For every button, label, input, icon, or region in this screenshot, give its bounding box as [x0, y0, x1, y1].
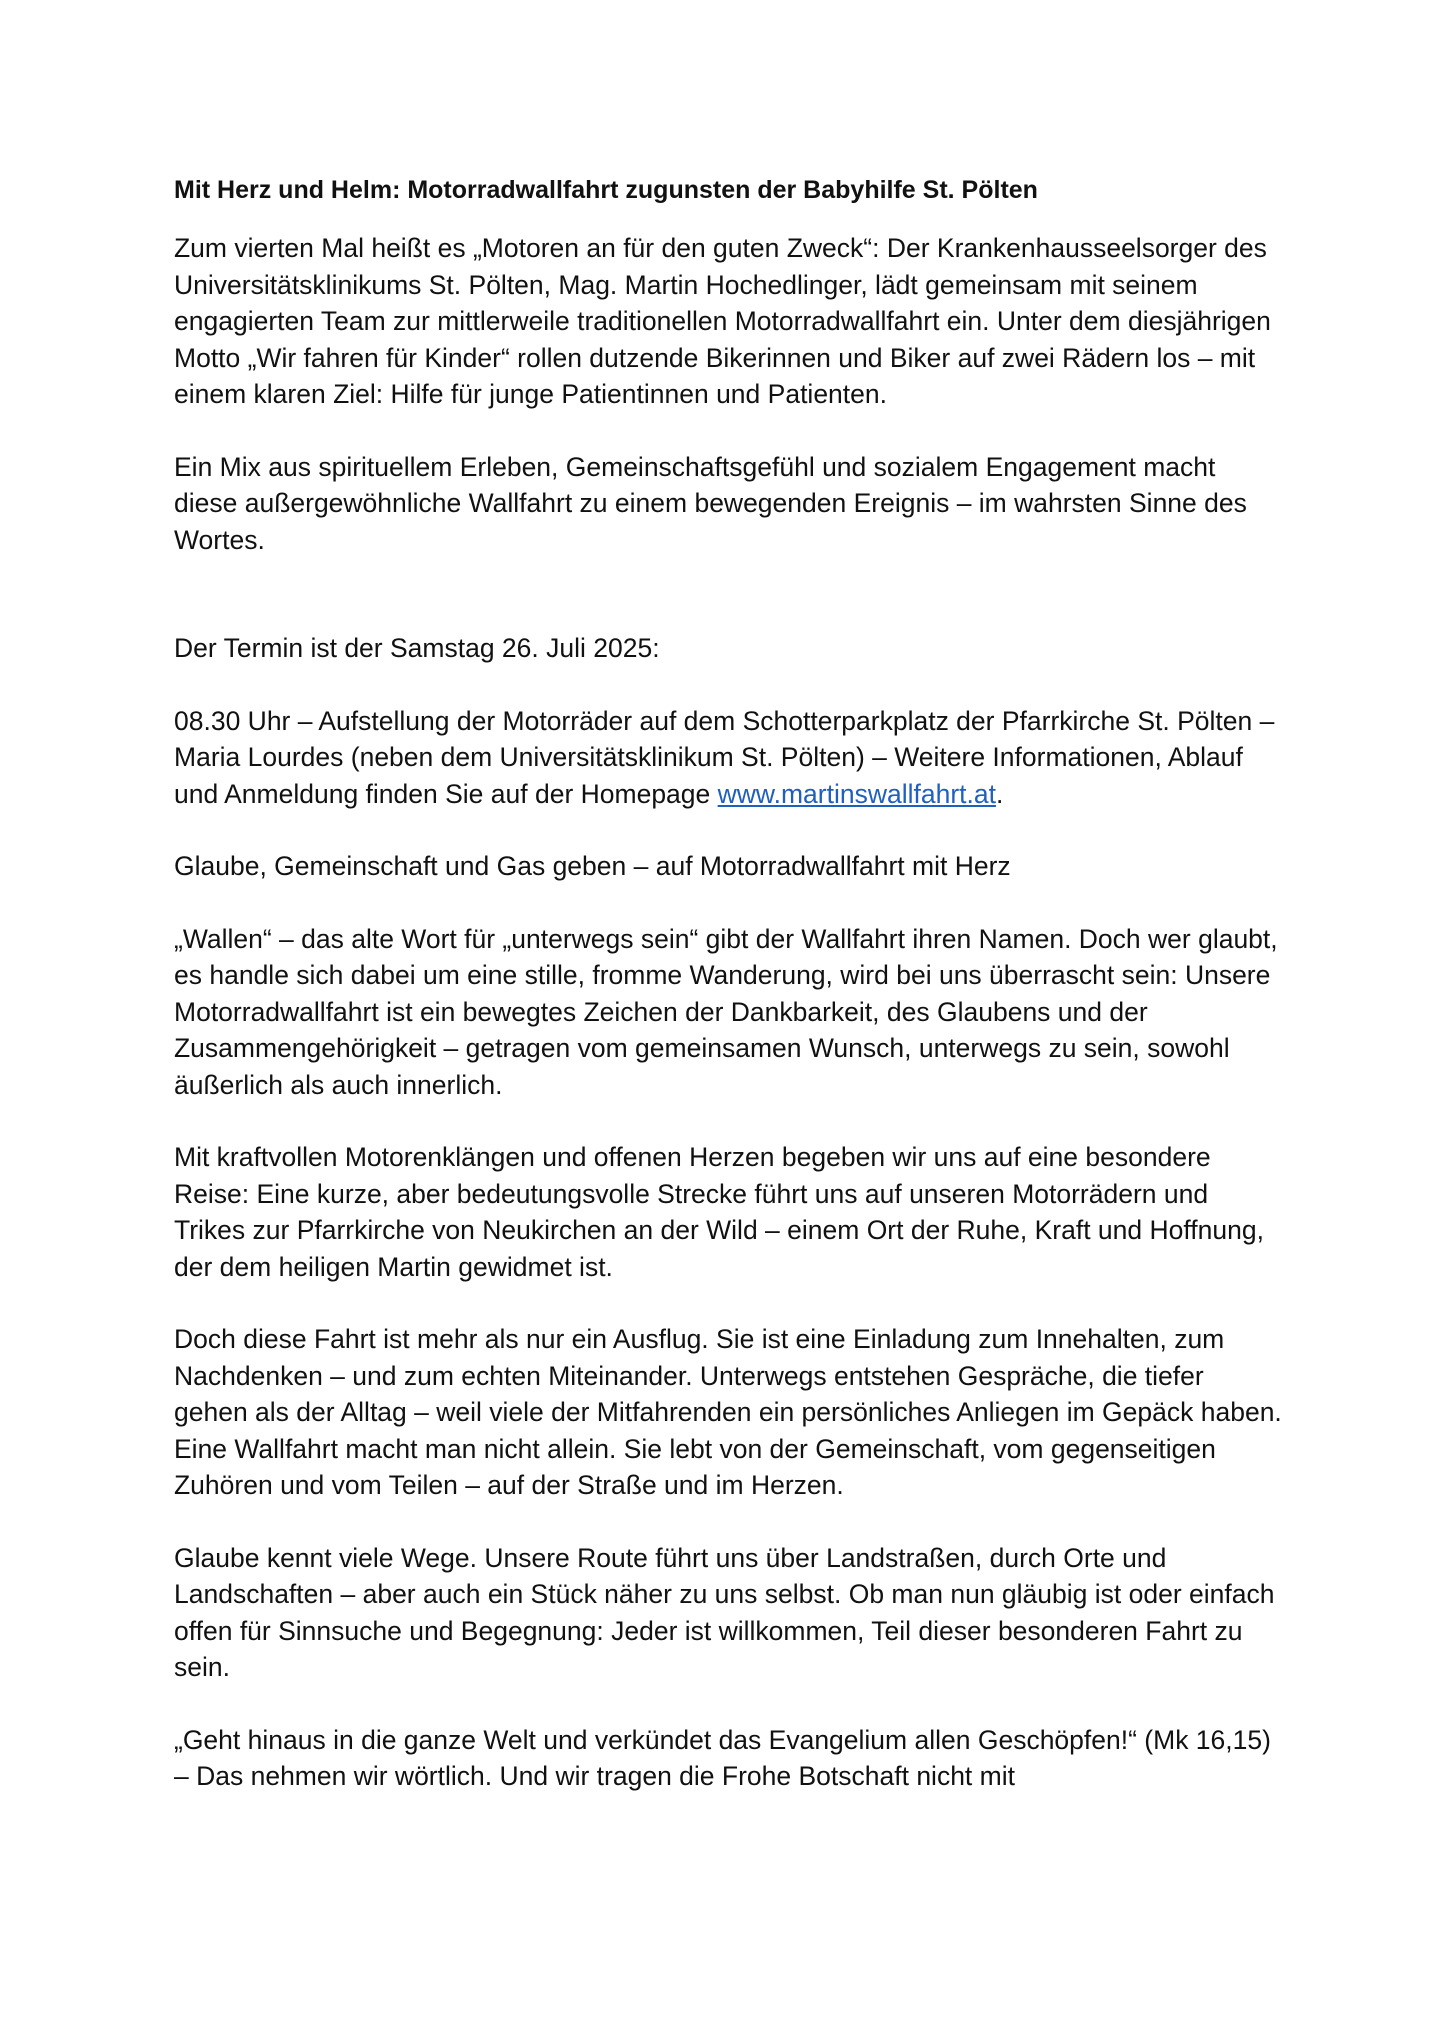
paragraph-community: Doch diese Fahrt ist mehr als nur ein Ausflug. Sie ist eine Einladung zum Innehalten, zum Nachdenken – und zum echten Miteinander. Unterwegs entstehen Gespräche, die tiefer gehen als der Alltag – weil viele der Mitfahrenden ein persönliches Anliegen im Gepäck haben. Eine Wallfahrt macht man nicht allein. Sie lebt von der Gemeinschaft, vom gegenseitigen Zuhören und vom Teilen – auf der Straße und im Herzen. [174, 1324, 1282, 1500]
document-title: Mit Herz und Helm: Motorradwallfahrt zugunsten der Babyhilfe St. Pölten [174, 176, 1038, 204]
paragraph-date: Der Termin ist der Samstag 26. Juli 2025: [174, 633, 660, 663]
schedule-period: . [995, 778, 1004, 809]
paragraph-journey: Mit kraftvollen Motorenklängen und offenen Herzen begeben wir uns auf eine besondere Reise: Eine kurze, aber bedeutungsvolle Strecke führt uns auf unseren Motorrädern und Trikes zur Pfarrkirche von Neukirchen an der Wild – einem Ort der Ruhe, Kraft und Hoffnung, der dem heiligen Martin gewidmet ist. [174, 1142, 1264, 1282]
section-heading: Glaube, Gemeinschaft und Gas geben – auf Motorradwallfahrt mit Herz [174, 851, 1011, 881]
paragraph-intro: Zum vierten Mal heißt es „Motoren an für den guten Zweck“: Der Krankenhausseelsorger des Universitätsklinikums St. Pölten, Mag. Martin Hochedlinger, lädt gemeinsam mit seinem engagierten Team zur mittlerweile traditionellen Motorradwallfahrt ein. Unter dem diesjährigen Motto „Wir fahren für Kinder“ rollen dutzende Bikerinnen und Biker auf zwei Rädern los – mit einem klaren Ziel: Hilfe für junge Patientinnen und Patienten. [174, 233, 1271, 409]
paragraph-faith: Glaube kennt viele Wege. Unsere Route führt uns über Landstraßen, durch Orte und Landschaften – aber auch ein Stück näher zu uns selbst. Ob man nun gläubig ist oder einfach offen für Sinnsuche und Begegnung: Jeder ist willkommen, Teil dieser besonderen Fahrt zu sein. [174, 1542, 1275, 1682]
homepage-link[interactable]: www.martinswallfahrt.at [717, 778, 996, 809]
paragraph-mix: Ein Mix aus spirituellem Erleben, Gemeinschaftsgefühl und sozialem Engagement macht diese außergewöhnliche Wallfahrt zu einem bewegenden Ereignis – im wahrsten Sinne des Wortes. [174, 451, 1247, 555]
schedule-text: 08.30 Uhr – Aufstellung der Motorräder auf dem Schotterparkplatz der Pfarrkirche St. Pölten – Maria Lourdes (neben dem Universitätsklinikum St. Pölten) – Weitere Informationen, Ablauf und Anmeldung finden Sie auf der Homepage [174, 705, 1275, 809]
paragraph-wallen: „Wallen“ – das alte Wort für „unterwegs sein“ gibt der Wallfahrt ihren Namen. Doch wer glaubt, es handle sich dabei um eine stille, fromme Wanderung, wird bei uns überrascht sein: Unsere Motorradwallfahrt ist ein bewegtes Zeichen der Dankbarkeit, des Glaubens und der Zusammengehörigkeit – getragen vom gemeinsamen Wunsch, unterwegs zu sein, sowohl äußerlich als auch innerlich. [174, 923, 1278, 1100]
paragraph-quote: „Geht hinaus in die ganze Welt und verkündet das Evangelium allen Geschöpfen!“ (Mk 16,15) – Das nehmen wir wörtlich. Und wir tragen die Frohe Botschaft nicht mit [174, 1724, 1271, 1791]
paragraph-schedule [174, 703, 1284, 813]
document-body [174, 172, 1284, 1795]
